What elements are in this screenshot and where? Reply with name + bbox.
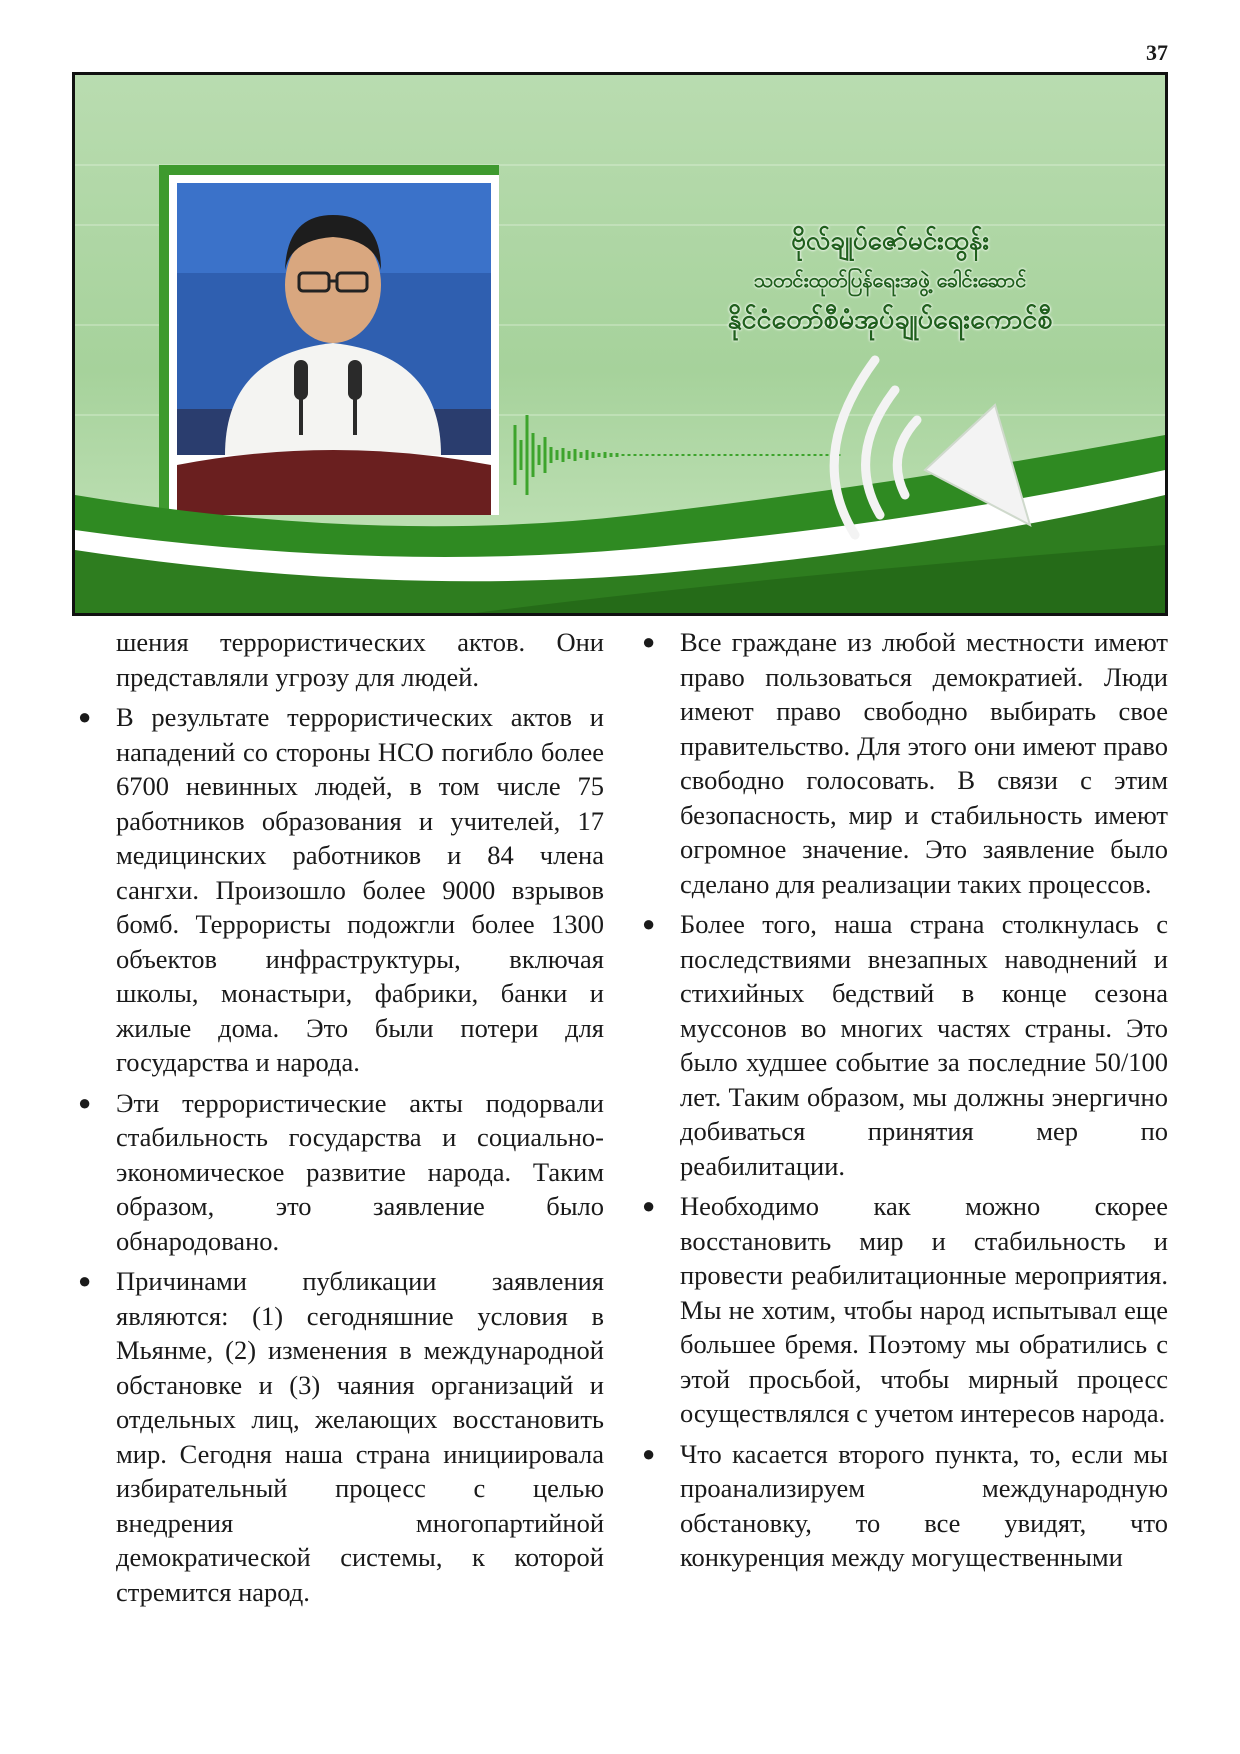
bullet-text: Все граждане из любой местности имеют право пользоваться демократией. Люди имеют право свободно выбирать свое правительство. Для этого они имеют право свободно голосовать. В связи с этим безопасность, мир и стабильность имеют огромное значение. Это заявление было сделано для реализации таких процессов.	[680, 627, 1168, 899]
bullet-text: Причинами публикации заявления являются: (1) сегодняшние условия в Мьянме, (2) изменения в международной обстановке и (3) чаяния организаций и отдельных лиц, желающих восстановить мир. Сегодня наша страна инициировала избирательный процесс с целью внедрения многопартийной демократической системы, к которой стремится народ.	[116, 1266, 604, 1607]
bullet-text: В результате террористических актов и нападений со стороны НСО погибло более 6700 невинных людей, в том числе 75 работников образования и учителей, 17 медицинских работников и 84 члена сангхи. Произошло более 9000 взрывов бомб. Террористы подожгли более 1300 объектов инфраструктуры, включая школы, монастыри, фабрики, банки и жилые дома. Это были потери для государства и народа.	[116, 702, 604, 1077]
bullet-icon: ●	[78, 704, 92, 729]
right-column	[636, 625, 1168, 1581]
bullet-text: Необходимо как можно скорее восстановить мир и стабильность и провести реабилитационные мероприятия. Мы не хотим, чтобы народ испытывал еще большее бремя. Поэтому мы обратились с этой просьбой, чтобы мирный процесс осуществлялся с учетом интересов народа.	[680, 1191, 1168, 1428]
page-number: 37	[1146, 40, 1168, 65]
bullet-item	[72, 700, 604, 1080]
podium	[177, 450, 491, 515]
bullet-icon: ●	[642, 1440, 656, 1466]
bullet-item	[636, 1437, 1168, 1575]
bullet-icon: ●	[642, 629, 656, 654]
left-column	[72, 625, 604, 1615]
banner-caption	[675, 220, 1105, 342]
paragraph-text: шения террористических актов. Они представляли угрозу для людей.	[116, 627, 604, 692]
bullet-text: Эти террористические акты подорвали стабильность государства и социально-экономическое развитие народа. Таким образом, это заявление было обнародовано.	[116, 1087, 604, 1256]
bullet-item	[636, 907, 1168, 1183]
audio-waveform-icon	[515, 415, 839, 495]
bullet-item	[72, 1086, 604, 1259]
bullet-icon: ●	[642, 911, 656, 936]
banner-graphic	[75, 75, 1165, 613]
banner-caption-org: နိုင်ငံတော်စီမံအုပ်ချုပ်ရေးကောင်စီ	[727, 304, 1053, 335]
news-banner-image	[72, 72, 1168, 616]
paragraph	[72, 625, 604, 694]
bullet-text: Более того, наша страна столкнулась с последствиями внезапных наводнений и стихийных бедствий в конце сезона муссонов во многих частях страны. Это было худшее событие за последние 50/100 лет. Таким образом, мы должны энергично добиваться принятия мер по реабилитации.	[680, 909, 1168, 1181]
bullet-icon: ●	[642, 1193, 656, 1218]
bullet-item	[636, 625, 1168, 901]
bullet-item	[636, 1189, 1168, 1431]
banner-caption-name: ဗိုလ်ချုပ်ဇော်မင်းထွန်း	[791, 226, 989, 256]
bullet-icon: ●	[78, 1089, 92, 1115]
bullet-item	[72, 1264, 604, 1609]
bullet-icon: ●	[78, 1268, 92, 1293]
bullet-text: Что касается второго пункта, то, если мы проанализируем международную обстановку, то все увидят, что конкуренция между могущественными	[680, 1438, 1168, 1572]
banner-caption-role: သတင်းထုတ်ပြန်ရေးအဖွဲ့ ခေါင်းဆောင်	[753, 268, 1027, 292]
